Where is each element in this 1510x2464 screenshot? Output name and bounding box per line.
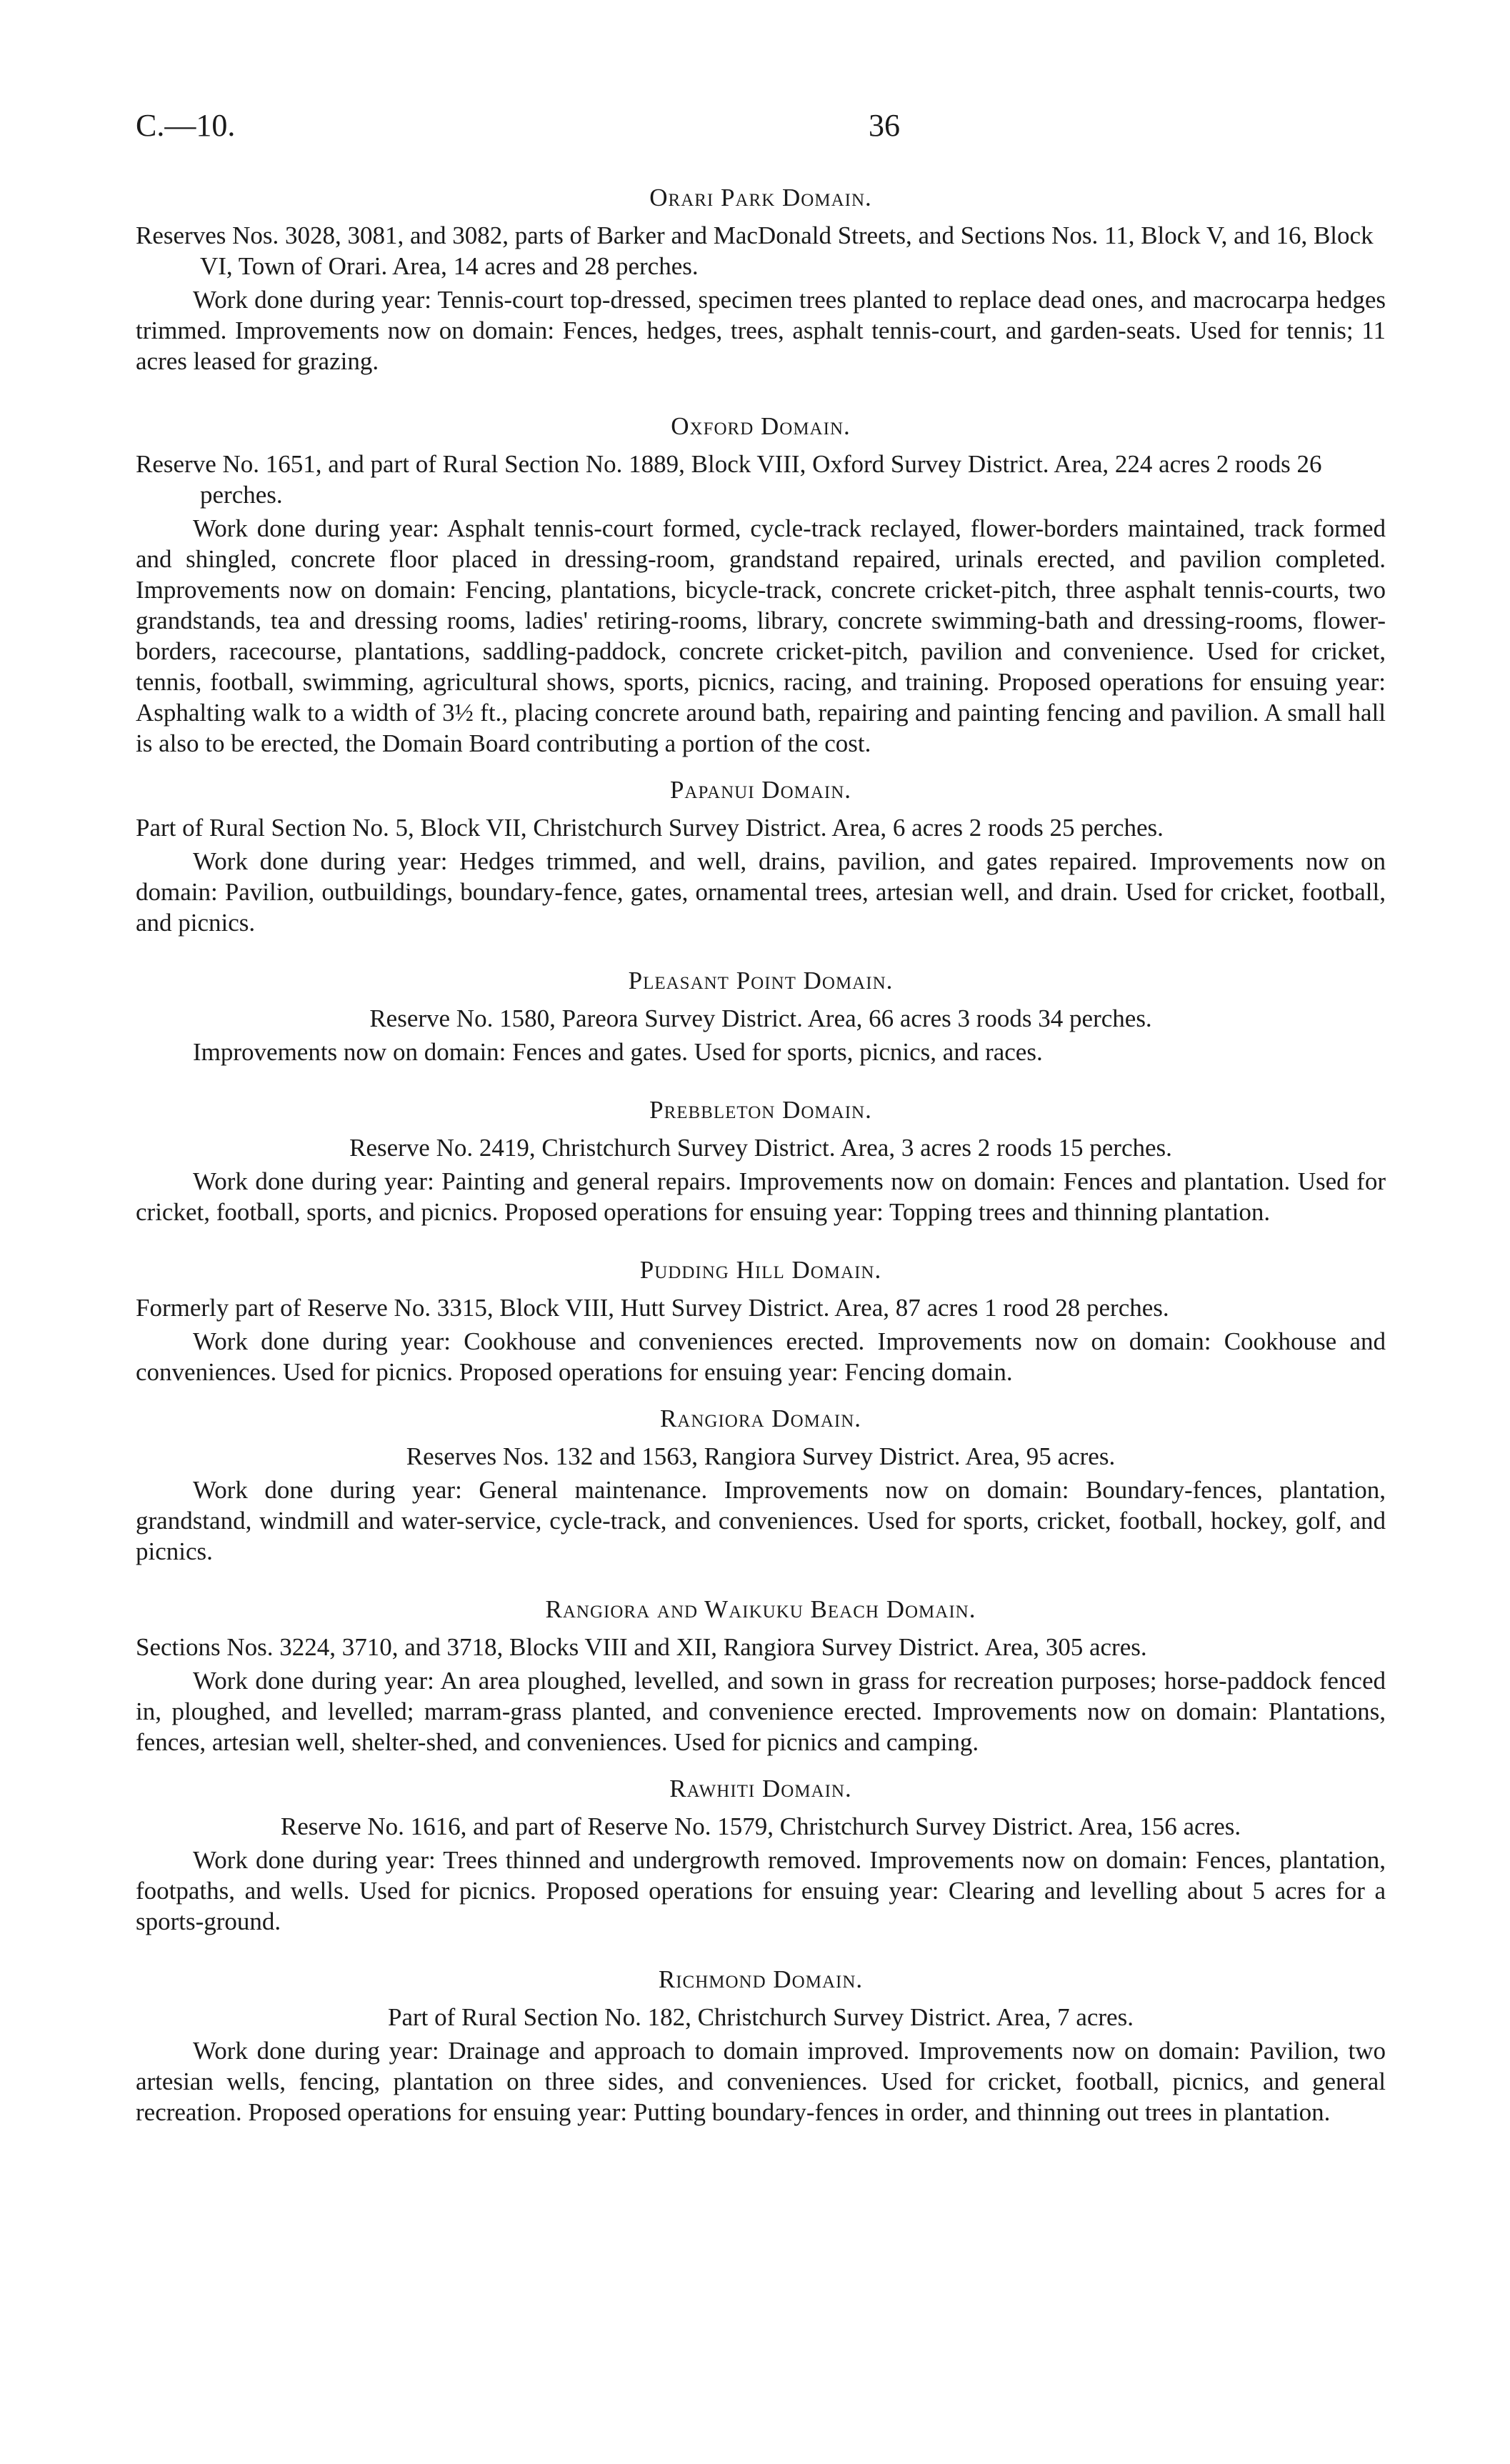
reserve-description: Reserve No. 2419, Christchurch Survey District. Area, 3 acres 2 roods 15 perches. <box>349 1134 1172 1162</box>
reserve-description: Part of Rural Section No. 182, Christchurch Survey District. Area, 7 acres. <box>388 2003 1134 2031</box>
page-content <box>136 182 1386 2128</box>
section-title: Prebbleton Domain. <box>649 1096 872 1124</box>
section-title: Pleasant Point Domain. <box>628 967 894 994</box>
section-body: Work done during year: General maintenance. Improvements now on domain: Boundary-fences, plantation, grandstand, windmill and water-service, cycle-track, and conveniences. Used for sports, cricket, football, hockey, golf, and picnics. <box>136 1476 1386 1565</box>
domain-section-oxford <box>136 411 1386 759</box>
domain-section-prebbleton <box>136 1094 1386 1227</box>
section-body: Work done during year: Tennis-court top-dressed, specimen trees planted to replace dead ones, and macrocarpa hedges trimmed. Improvements now on domain: Fences, hedges, trees, asphalt tennis-court, and garden-seats. Used for tennis; 11 acres leased for grazing. <box>136 286 1386 375</box>
section-title: Orari Park Domain. <box>649 184 872 211</box>
section-title: Rangiora and Waikuku Beach Domain. <box>545 1595 976 1623</box>
domain-section-richmond <box>136 1964 1386 2128</box>
page-header <box>136 107 1393 150</box>
domain-section-papanui <box>136 774 1386 938</box>
section-title: Papanui Domain. <box>669 776 852 804</box>
page-number: 36 <box>869 108 900 143</box>
reserve-description: Reserves Nos. 3028, 3081, and 3082, parts of Barker and MacDonald Streets, and Sections Nos. 11, Block V, and 16, Block VI, Town of Orari. Area, 14 acres and 28 perches. <box>136 221 1374 280</box>
section-body: Work done during year: Drainage and approach to domain improved. Improvements now on domain: Pavilion, two artesian wells, fencing, plantation on three sides, and conveniences. Used for cricket, football, picnics, and general recreation. Proposed operations for ensuing year: Putting boundary-fences in order, and thinning out trees in plantation. <box>136 2037 1386 2126</box>
document-reference: C.—10. <box>136 108 236 143</box>
domain-section-pudding-hill <box>136 1255 1386 1387</box>
section-body: Work done during year: Painting and general repairs. Improvements now on domain: Fences and plantation. Used for cricket, football, sports, and picnics. Proposed operations for ensuing year: Topping trees and thinning plantation. <box>136 1167 1386 1226</box>
reserve-description: Part of Rural Section No. 5, Block VII, Christchurch Survey District. Area, 6 acres 2 roods 25 perches. <box>136 814 1164 842</box>
reserve-description: Reserves Nos. 132 and 1563, Rangiora Survey District. Area, 95 acres. <box>406 1442 1116 1470</box>
domain-section-rangiora-waikuku-beach <box>136 1594 1386 1757</box>
domain-section-rawhiti <box>136 1773 1386 1937</box>
section-title: Rawhiti Domain. <box>669 1775 852 1802</box>
section-body: Improvements now on domain: Fences and gates. Used for sports, picnics, and races. <box>193 1038 1043 1066</box>
section-body: Work done during year: Cookhouse and conveniences erected. Improvements now on domain: Cookhouse and conveniences. Used for picnics. Proposed operations for ensuing year: Fencing domain. <box>136 1327 1386 1386</box>
reserve-description: Reserve No. 1651, and part of Rural Section No. 1889, Block VIII, Oxford Survey District. Area, 224 acres 2 roods 26 perches. <box>136 450 1322 509</box>
section-title: Rangiora Domain. <box>659 1405 862 1432</box>
section-body: Work done during year: Asphalt tennis-court formed, cycle-track reclayed, flower-borders maintained, track formed and shingled, concrete floor placed in dressing-room, grandstand repaired, urinals erected, and pavilion completed. Improvements now on domain: Fencing, plantations, bicycle-track, concrete cricket-pitch, three asphalt tennis-courts, two grandstands, tea and dressing rooms, ladies' retiring-rooms, library, concrete swimming-bath and dressing-rooms, flower-borders, racecourse, plantations, saddling-paddock, concrete cricket-pitch, pavilion and convenience. Used for cricket, tennis, football, swimming, agricultural shows, sports, picnics, racing, and training. Proposed operations for ensuing year: Asphalting walk to a width of 3½ ft., placing concrete around bath, repairing and painting fencing and pavilion. A small hall is also to be erected, the Domain Board contributing a portion of the cost. <box>136 514 1386 757</box>
section-body: Work done during year: Trees thinned and undergrowth removed. Improvements now on domain: Fences, plantation, footpaths, and wells. Used for picnics. Proposed operations for ensuing year: Clearing and levelling about 5 acres for a sports-ground. <box>136 1846 1386 1935</box>
section-body: Work done during year: Hedges trimmed, and well, drains, pavilion, and gates repaired. Improvements now on domain: Pavilion, outbuildings, boundary-fence, gates, ornamental trees, artesian well, and drain. Used for cricket, football, and picnics. <box>136 847 1386 937</box>
domain-section-pleasant-point <box>136 965 1386 1067</box>
section-title: Richmond Domain. <box>658 1965 864 1993</box>
reserve-description: Sections Nos. 3224, 3710, and 3718, Blocks VIII and XII, Rangiora Survey District. Area, 305 acres. <box>136 1633 1147 1661</box>
section-title: Oxford Domain. <box>671 412 851 440</box>
reserve-description: Reserve No. 1580, Pareora Survey District. Area, 66 acres 3 roods 34 perches. <box>369 1004 1152 1032</box>
section-title: Pudding Hill Domain. <box>639 1256 882 1284</box>
reserve-description: Reserve No. 1616, and part of Reserve No. 1579, Christchurch Survey District. Area, 156 acres. <box>280 1812 1241 1840</box>
domain-section-orari-park <box>136 182 1386 376</box>
domain-section-rangiora <box>136 1403 1386 1567</box>
reserve-description: Formerly part of Reserve No. 3315, Block VIII, Hutt Survey District. Area, 87 acres 1 rood 28 perches. <box>136 1294 1169 1322</box>
section-body: Work done during year: An area ploughed, levelled, and sown in grass for recreation purposes; horse-paddock fenced in, ploughed, and levelled; marram-grass planted, and convenience erected. Improvements now on domain: Plantations, fences, artesian well, shelter-shed, and conveniences. Used for picnics and camping. <box>136 1667 1386 1756</box>
